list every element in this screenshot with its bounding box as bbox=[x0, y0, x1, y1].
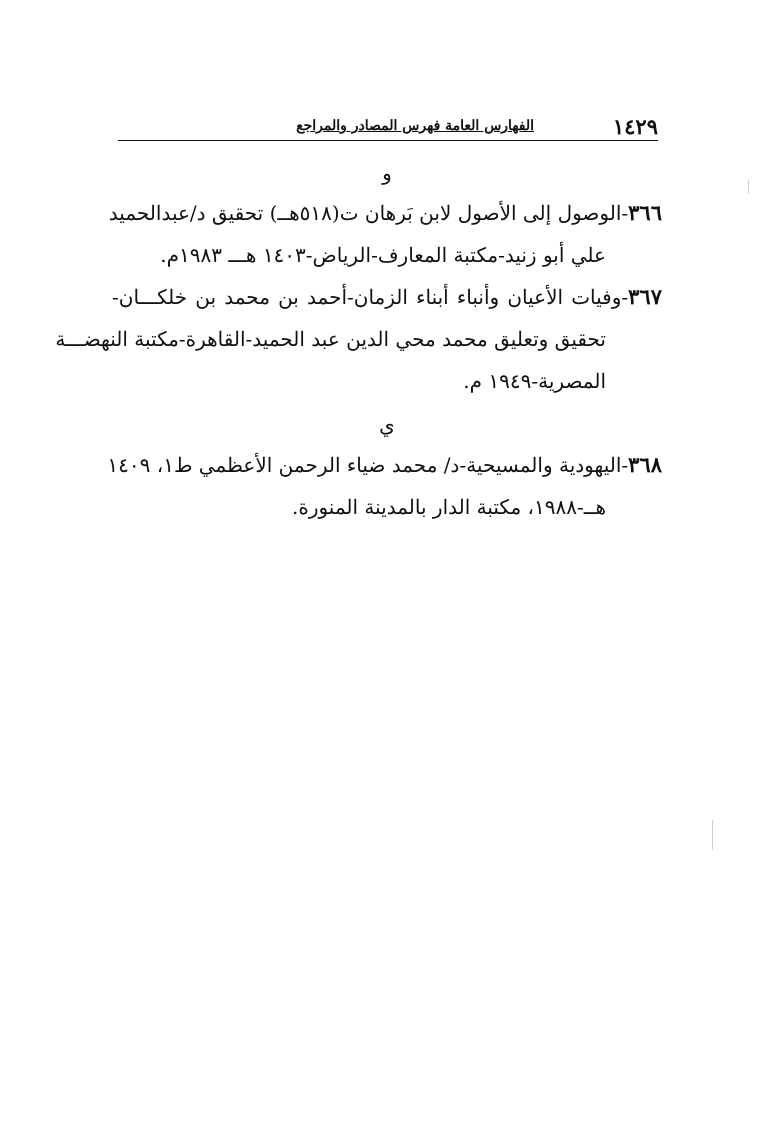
entry-text: -وفيات الأعيان وأنباء أبناء الزمان-أحمد بن محمد بن خلكـــان- bbox=[112, 285, 629, 309]
reference-entry-367 bbox=[55, 276, 662, 402]
entry-line: علي أبو زنيد-مكتبة المعارف-الرياض-١٤٠٣ هـــ ١٩٨٣م. bbox=[160, 243, 606, 267]
entry-number: ٣٦٧ bbox=[628, 284, 662, 309]
entry-line bbox=[107, 444, 662, 486]
running-title: الفهارس العامة فهرس المصادر والمراجع bbox=[296, 118, 534, 134]
page-header bbox=[118, 114, 658, 141]
references-list bbox=[55, 150, 662, 528]
entry-text: -اليهودية والمسيحية-د/ محمد ضياء الرحمن الأعظمي ط١، ١٤٠٩ bbox=[107, 453, 629, 477]
entry-line: المصرية-١٩٤٩ م. bbox=[463, 369, 606, 393]
entry-line bbox=[112, 276, 662, 318]
reference-entry-366 bbox=[108, 192, 662, 276]
entry-number: ٣٦٨ bbox=[628, 452, 662, 477]
scan-artifact bbox=[712, 820, 713, 850]
entry-line bbox=[108, 192, 662, 234]
scan-artifact bbox=[748, 180, 749, 194]
page-number: ١٤٢٩ bbox=[612, 114, 658, 139]
section-letter-ya: ي bbox=[379, 413, 395, 437]
entry-number: ٣٦٦ bbox=[628, 200, 662, 225]
entry-text: -الوصول إلى الأصول لابن بَرهان ت(٥١٨هــ) تحقيق د/عبدالحميد bbox=[108, 201, 629, 225]
entry-line: هــ-١٩٨٨، مكتبة الدار بالمدينة المنورة. bbox=[291, 495, 606, 519]
reference-entry-368 bbox=[107, 444, 662, 528]
entry-line: تحقيق وتعليق محمد محي الدين عبد الحميد-القاهرة-مكتبة النهضـــة bbox=[55, 327, 606, 351]
section-letter-waw: و bbox=[382, 161, 392, 185]
